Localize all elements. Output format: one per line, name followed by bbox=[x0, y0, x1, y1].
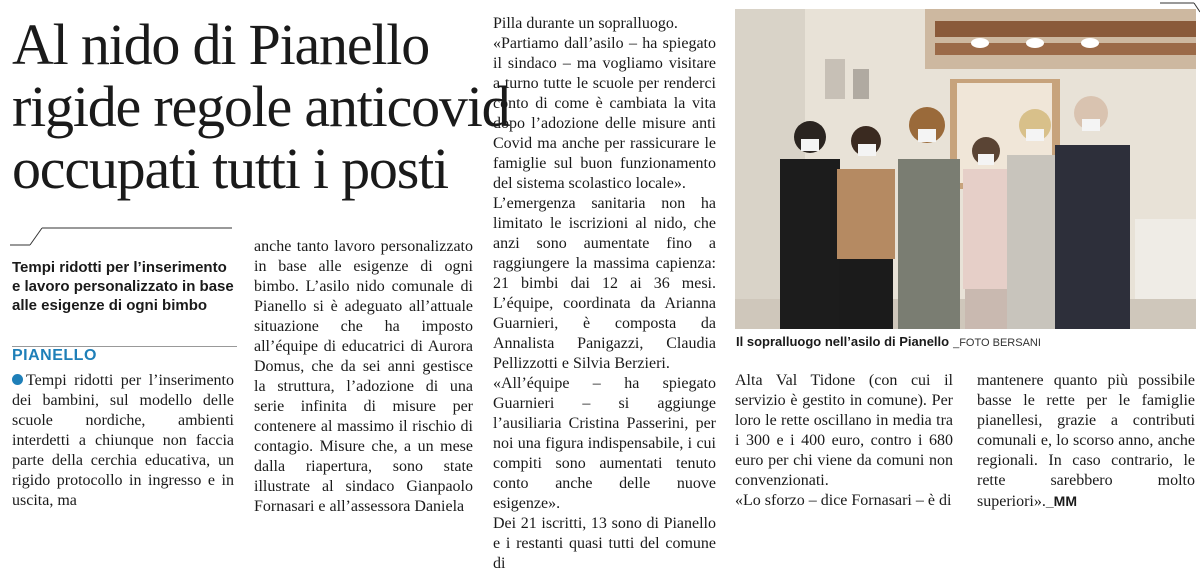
headline-line-3: occupati tutti i posti bbox=[12, 136, 448, 201]
article-column-3 bbox=[493, 14, 716, 574]
group-photo-image bbox=[735, 9, 1196, 329]
column-4-paragraph-1: Alta Val Tidone (con cui il servizio è gestito in comune). Per loro le rette oscillano in media tra i 300 e i 400 euro, contro i 680 euro per chi viene da comuni non convenzionati. bbox=[735, 372, 953, 489]
article-column-1 bbox=[12, 371, 234, 511]
author-signature: _MM bbox=[1045, 493, 1077, 509]
column-3-paragraph-4: «All’équipe – ha spiegato Guarnieri – si aggiunge l’ausiliaria Cristina Passerini, per noi una figura indispensabile, i cui compiti sono aumentati tenuto conto anche delle nuove esigenze». bbox=[493, 375, 716, 512]
photo-caption bbox=[736, 334, 1196, 349]
photo-credit: _FOTO BERSANI bbox=[953, 337, 1041, 349]
headline bbox=[12, 12, 510, 201]
article-column-4 bbox=[735, 371, 953, 511]
location-kicker: PIANELLO bbox=[12, 346, 237, 365]
article-column-5 bbox=[977, 371, 1195, 512]
bullet-icon bbox=[12, 374, 23, 385]
headline-line-1: Al nido di Pianello bbox=[12, 12, 430, 77]
headline-line-2: rigide regole anticovid bbox=[12, 74, 510, 139]
column-3-paragraph-3: L’emergenza sanitaria non ha limitato le iscrizioni al nido, che anzi sono aumentate fino a raggiungere la massima capienza: 21 bimbi dai 12 ai 36 mesi. L’équipe, coordinata da Arianna Guarnieri, è composta da Annalista Panigazzi, Claudia Pellizzotti e Silvia Berzieri. bbox=[493, 195, 716, 372]
column-3-paragraph-2: «Partiamo dall’asilo – ha spiegato il sindaco – ma vogliamo visitare a turno tutte le scuole per renderci conto di come è cambiata la vita dopo l’adozione delle misure anti Covid ma anche per rassicurare le famiglie sul buon funzionamento del sistema scolastico locale». bbox=[493, 35, 716, 192]
article-column-2 bbox=[254, 237, 473, 517]
article-photo bbox=[735, 9, 1196, 329]
column-5-text: mantenere quanto più possibile basse le rette per le famiglie pianellesi, grazie a contributi comunali e, lo scorso anno, anche regionali. In caso contrario, le rette sarebbero molto superiori». bbox=[977, 372, 1195, 510]
column-3-paragraph-5: Dei 21 iscritti, 13 sono di Pianello e i restanti quasi tutti del comune di bbox=[493, 515, 716, 572]
column-2-text: anche tanto lavoro personalizzato in base alle esigenze di ogni bimbo. L’asilo nido comunale di Pianello si è adeguato all’attuale situazione che ha imposto all’équipe di educatrici di Aurora Domus, che da sei anni gestisce la struttura, l’adozione di una serie infinita di misure per contenere al massimo il rischio di contagio. Misure che, a un mese dalla riapertura, sono state illustrate al sindaco Gianpaolo Fornasari e all’assessora Daniela bbox=[254, 238, 473, 515]
subheadline: Tempi ridotti per l’inserimento e lavoro personalizzato in base alle esigenze di ogni bimbo bbox=[12, 259, 234, 314]
column-3-paragraph-1: Pilla durante un sopralluogo. bbox=[493, 15, 678, 32]
caption-text: Il sopralluogo nell’asilo di Pianello bbox=[736, 334, 950, 349]
section-rule-icon bbox=[10, 226, 232, 246]
column-4-paragraph-2: «Lo sforzo – dice Fornasari – è di bbox=[735, 492, 952, 509]
column-1-text: Tempi ridotti per l’inserimento dei bambini, sul modello delle scuole nordiche, ambienti interdetti a chiunque non faccia parte della cerchia educativa, un rigido protocollo in ingresso e in uscita, ma bbox=[12, 372, 234, 509]
